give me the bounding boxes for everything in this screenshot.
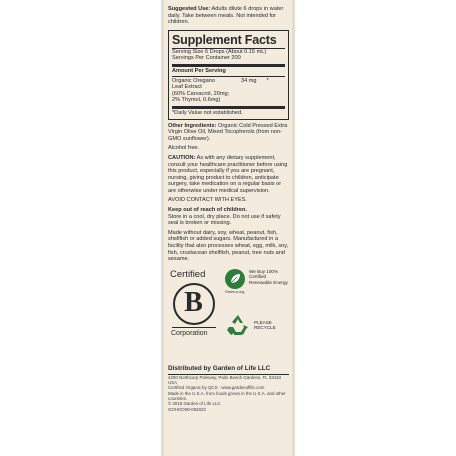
- other-ingredients-text: Organic Cold Pressed Extra Virgin Olive Oil, Mixed Tocopherols (from non-GMO sunflower).: [168, 122, 288, 142]
- recycle-badge: [225, 313, 289, 337]
- panel-edge-left: [161, 0, 164, 456]
- bcorp-certified: Certified: [170, 268, 206, 280]
- label-panel: [161, 0, 295, 456]
- renewable-energy-badge: [225, 269, 289, 295]
- servings-per-container: Servings Per Container 200: [172, 55, 241, 62]
- ingredient-name-line2: Leaf Extract: [172, 84, 202, 91]
- caution-text: As with any dietary supplement, consult your healthcare practitioner before using this product, especially if you are pregnant, nursing, giving product to children, anticipate surgery, take medication on a regular basis or are otherwise under medical supervision.: [168, 154, 288, 194]
- daily-value-footnote: *Daily Value not established.: [172, 109, 243, 116]
- bcorp-line: [172, 327, 216, 328]
- recycle-icon: [225, 313, 251, 337]
- green-e-leaf-icon: [225, 269, 245, 289]
- bcorp-logo: [168, 269, 219, 361]
- storage-instructions: Store in a cool, dry place. Do not use if safety seal is broken or missing.: [168, 213, 281, 227]
- copyright: © 2018 Garden of Life LLC: [168, 401, 221, 407]
- bcorp-corporation: Corporation: [171, 329, 208, 337]
- renewable-energy-text: We Buy 100% Certified Renewable Energy: [249, 268, 288, 285]
- supplement-facts-box: [168, 30, 289, 120]
- ingredient-dv: *: [266, 77, 269, 84]
- panel-edge-right: [292, 0, 295, 456]
- other-ingredients-label: Other Ingredients:: [168, 122, 217, 129]
- suggested-use-text: Adults dilute 6 drops in water daily. Take between meals. Not intended for children.: [168, 6, 284, 26]
- distributed-by: Distributed by Garden of Life LLC: [168, 365, 289, 375]
- ingredient-name-line1: Organic Oregano: [172, 77, 215, 84]
- suggested-use: [168, 6, 289, 26]
- facts-rule-thick: [172, 64, 285, 67]
- product-code: GOHOO08-092823: [168, 406, 206, 412]
- bcorp-letter: B: [184, 286, 203, 318]
- serving-size: Serving Size 6 Drops (About 0.15 mL): [172, 48, 267, 55]
- keep-out-of-reach: Keep out of reach of children.: [168, 207, 247, 214]
- amount-per-serving: Amount Per Serving: [172, 67, 226, 74]
- recycle-text: PLEASE RECYCLE: [254, 319, 276, 331]
- ingredient-amount: 34 mg: [241, 77, 257, 84]
- allergen-statement: Made without dairy, soy, wheat, peanut, fish, shellfish or added sugars. Manufactured in a facility that also processes wheat, egg, milk, soy, fish, crustacean shellfish, peanut, tree nuts and sesame.: [168, 229, 289, 263]
- certified-organic: Certified Organic by QCS · www.gardenoflife.com: [168, 385, 265, 391]
- green-logos: [219, 269, 289, 361]
- made-in: Made in the U.S.A. from foods grown in the U.S.A. and other countries.: [168, 390, 286, 401]
- avoid-eyes: AVOID CONTACT WITH EYES.: [168, 197, 247, 204]
- supplement-facts-title: Supplement Facts: [172, 33, 285, 49]
- alcohol-free: Alcohol free.: [168, 145, 200, 152]
- other-ingredients: [168, 123, 289, 143]
- caution-label: CAUTION:: [168, 154, 196, 161]
- green-e-site: Green-e.org: [225, 289, 245, 294]
- certification-logos: [168, 269, 289, 361]
- suggested-use-label: Suggested Use:: [168, 6, 211, 12]
- ingredient-detail-line2: 2% Thymol, 0.6mg): [172, 97, 221, 104]
- facts-rule-thin: [172, 76, 285, 77]
- ingredient-row: [172, 78, 285, 104]
- facts-rule-bottom: [172, 106, 285, 109]
- caution: [168, 155, 289, 195]
- address: 4200 Northcorp Parkway, Palm Beach Gardens, FL 33410 USA: [168, 374, 281, 386]
- bcorp-circle: [173, 283, 215, 325]
- ingredient-detail-line1: (60% Carvacrol, 20mg;: [172, 90, 230, 97]
